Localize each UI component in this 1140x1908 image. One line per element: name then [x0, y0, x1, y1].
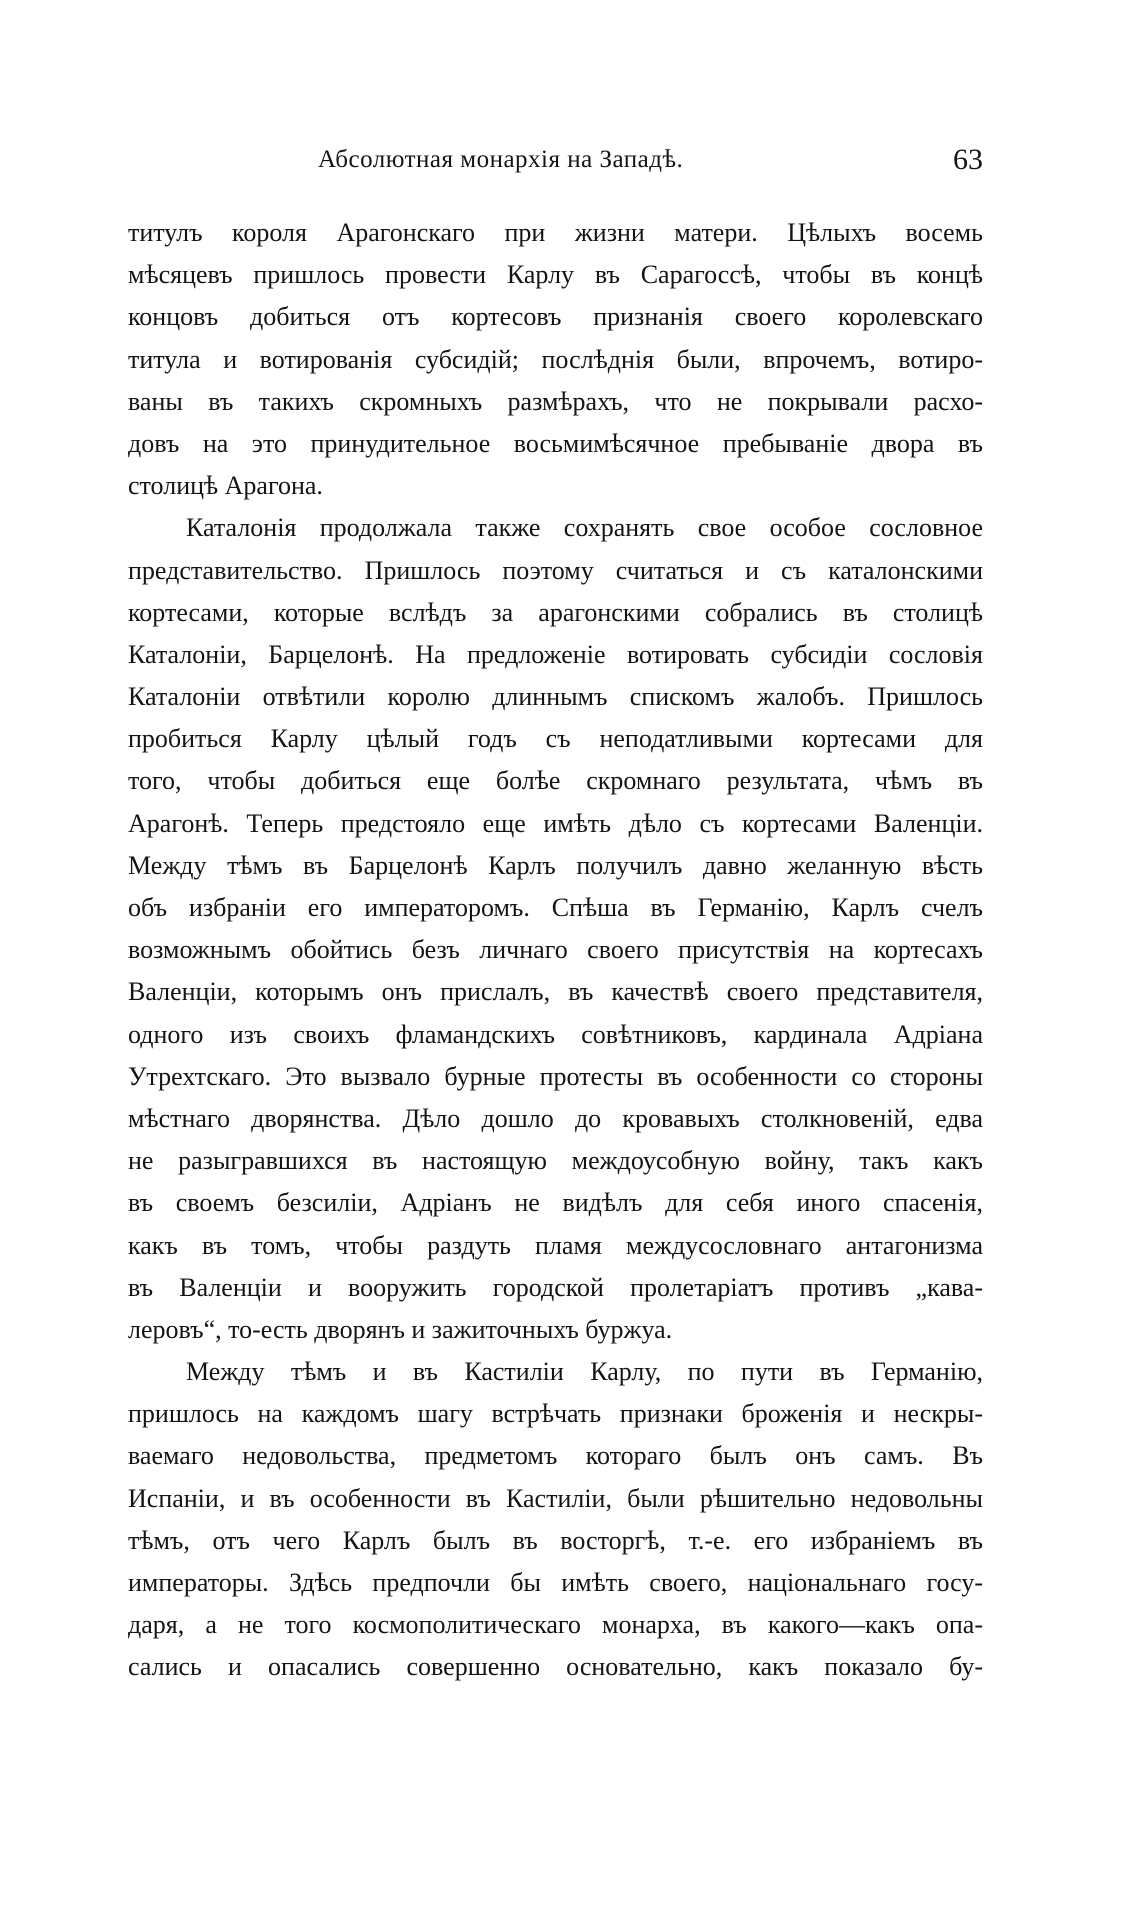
running-title: Абсолютная монархія на Западѣ.: [318, 146, 684, 173]
text-line: титулъ короля Арагонскаго при жизни матери. Цѣлыхъ восемь: [128, 218, 983, 247]
text-line: концовъ добиться отъ кортесовъ признанія своего королевскаго: [128, 302, 983, 332]
text-line: того, чтобы добиться еще болѣе скромнаго результата, чѣмъ въ: [128, 766, 983, 796]
text-line: Между тѣмъ въ Барцелонѣ Карлъ получилъ давно желанную вѣсть: [128, 850, 983, 880]
page-number: 63: [953, 143, 983, 176]
text-line: довъ на это принудительное восьмимѣсячное пребываніе двора въ: [128, 428, 983, 458]
text-line: Между тѣмъ и въ Кастиліи Карлу, по пути въ Германію,: [186, 1357, 983, 1387]
text-line: въ своемъ безсиліи, Адріанъ не видѣлъ для себя иного спасенія,: [128, 1188, 983, 1218]
text-line: не разыгравшихся въ настоящую междоусобную войну, такъ какъ: [128, 1146, 983, 1176]
text-line: какъ въ томъ, чтобы раздуть пламя междусословнаго антагонизма: [128, 1230, 983, 1260]
text-line: пробиться Карлу цѣлый годъ съ неподатливыми кортесами для: [128, 724, 983, 754]
text-line: титула и вотированія субсидій; послѣднія были, впрочемъ, вотиро-: [128, 344, 983, 374]
text-line: объ избраніи его императоромъ. Спѣша въ Германію, Карлъ счелъ: [128, 893, 983, 922]
text-line: леровъ“, то-есть дворянъ и зажиточныхъ буржуа.: [128, 1314, 673, 1344]
text-line: Утрехтскаго. Это вызвало бурные протесты въ особенности со стороны: [128, 1061, 983, 1091]
text-line: пришлось на каждомъ шагу встрѣчать признаки броженія и нескры-: [128, 1399, 983, 1429]
text-line: императоры. Здѣсь предпочли бы имѣть своего, національнаго госу-: [128, 1568, 983, 1597]
text-line: возможнымъ обойтись безъ личнаго своего присутствія на кортесахъ: [128, 935, 983, 965]
text-line: Испаніи, и въ особенности въ Кастиліи, были рѣшительно недовольны: [128, 1483, 983, 1513]
text-line: Каталоніи отвѣтили королю длиннымъ спискомъ жалобъ. Пришлось: [128, 682, 983, 712]
text-line: кортесами, которые вслѣдъ за арагонскими собрались въ столицѣ: [128, 597, 983, 627]
text-line: сались и опасались совершенно основательно, какъ показало бу-: [128, 1652, 983, 1682]
text-line: одного изъ своихъ фламандскихъ совѣтниковъ, кардинала Адріана: [128, 1019, 983, 1049]
text-line: столицѣ Арагона.: [128, 471, 323, 501]
text-line: ваемаго недовольства, предметомъ котораго былъ онъ самъ. Въ: [128, 1441, 983, 1471]
text-line: мѣсяцевъ пришлось провести Карлу въ Сарагоссѣ, чтобы въ концѣ: [128, 260, 983, 290]
text-line: Валенціи, которымъ онъ прислалъ, въ качествѣ своего представителя,: [128, 977, 983, 1007]
page-header: [128, 140, 983, 180]
text-line: ваны въ такихъ скромныхъ размѣрахъ, что не покрывали расхо-: [128, 386, 983, 416]
body-text: [128, 212, 983, 1689]
paragraph: [128, 507, 983, 1351]
paragraph: [128, 212, 983, 507]
text-line: даря, а не того космополитическаго монарха, въ какого—какъ опа-: [128, 1610, 983, 1640]
text-line: Арагонѣ. Теперь предстояло еще имѣть дѣло съ кортесами Валенціи.: [128, 808, 983, 838]
paragraph: [128, 1351, 983, 1689]
text-line: Каталоніи, Барцелонѣ. На предложеніе вотировать субсидіи сословія: [128, 639, 983, 669]
text-line: мѣстнаго дворянства. Дѣло дошло до кровавыхъ столкновеній, едва: [128, 1103, 983, 1133]
text-line: Каталонія продолжала также сохранять свое особое сословное: [186, 513, 983, 543]
text-line: въ Валенціи и вооружить городской пролетаріатъ противъ „кава-: [128, 1272, 983, 1302]
text-line: тѣмъ, отъ чего Карлъ былъ въ восторгѣ, т.-е. его избраніемъ въ: [128, 1525, 983, 1555]
text-line: представительство. Пришлось поэтому считаться и съ каталонскими: [128, 555, 983, 585]
